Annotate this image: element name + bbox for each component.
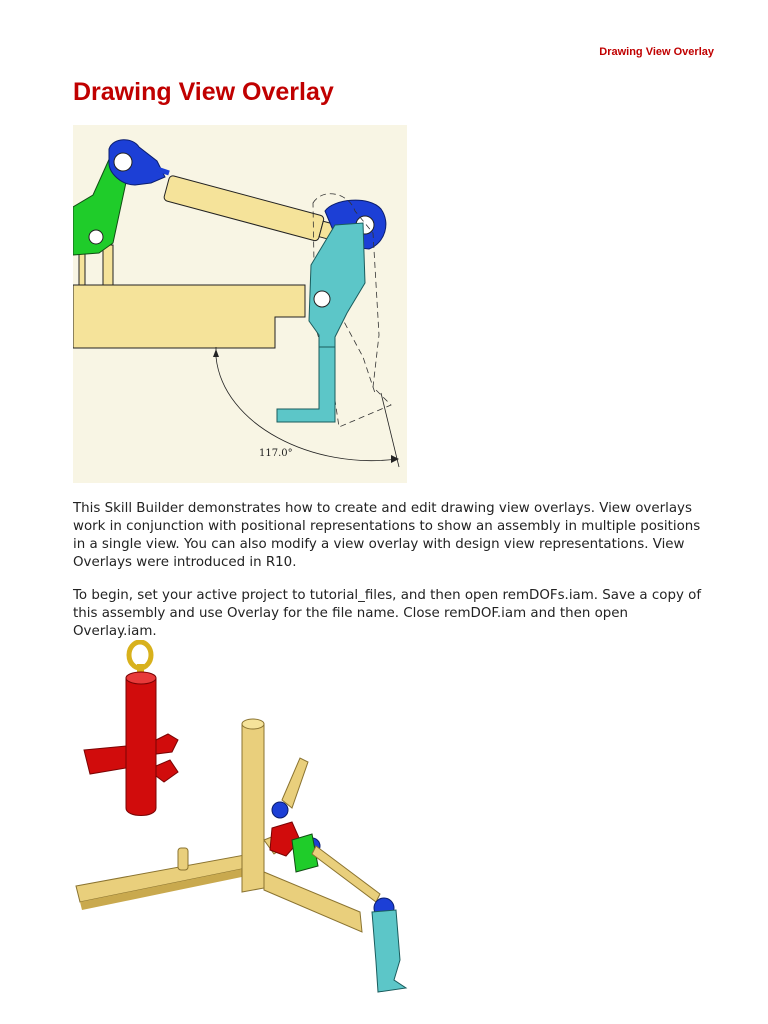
- post-right: [103, 245, 113, 285]
- blue-pivot-top: [272, 802, 288, 818]
- setup-paragraph: To begin, set your active project to tutorial_files, and then open remDOFs.iam. Save a copy of this assembly and use Overlay for the file name. Close remDOF.iam and then open Overlay.iam.: [73, 588, 702, 639]
- red-cylinder-assembly: [84, 642, 178, 816]
- assembly-3d-figure: [60, 640, 440, 1000]
- teal-lever: [309, 223, 365, 355]
- small-tab: [178, 848, 188, 870]
- teal-foot: [277, 347, 335, 422]
- page-title: Drawing View Overlay: [73, 78, 334, 106]
- intro-paragraph: This Skill Builder demonstrates how to create and edit drawing view overlays. View overlays work in conjunction with positional representations to show an assembly in multiple positions in a single view. You can also modify a view overlay with design view representations. View Overlays were introduced in R10.: [73, 501, 701, 570]
- drawing-view-figure: [73, 125, 407, 483]
- red-cylinder: [126, 678, 156, 816]
- green-bracket-hole: [89, 230, 103, 244]
- red-clevis: [84, 746, 126, 774]
- drawing-view-illustration: [73, 125, 407, 483]
- teal-lever-3d: [372, 910, 406, 992]
- blue-link-left-hole: [114, 153, 132, 171]
- angle-dimension-label: 117.0°: [259, 448, 293, 459]
- diagonal-arm: [282, 758, 308, 808]
- running-header: Drawing View Overlay: [599, 46, 714, 58]
- vertical-post: [242, 724, 264, 892]
- assembly-illustration: [60, 640, 440, 1000]
- teal-lever-hole: [314, 291, 330, 307]
- connecting-rod: [312, 846, 380, 902]
- yellow-cylinder: [163, 175, 324, 242]
- base-frame: [73, 285, 305, 348]
